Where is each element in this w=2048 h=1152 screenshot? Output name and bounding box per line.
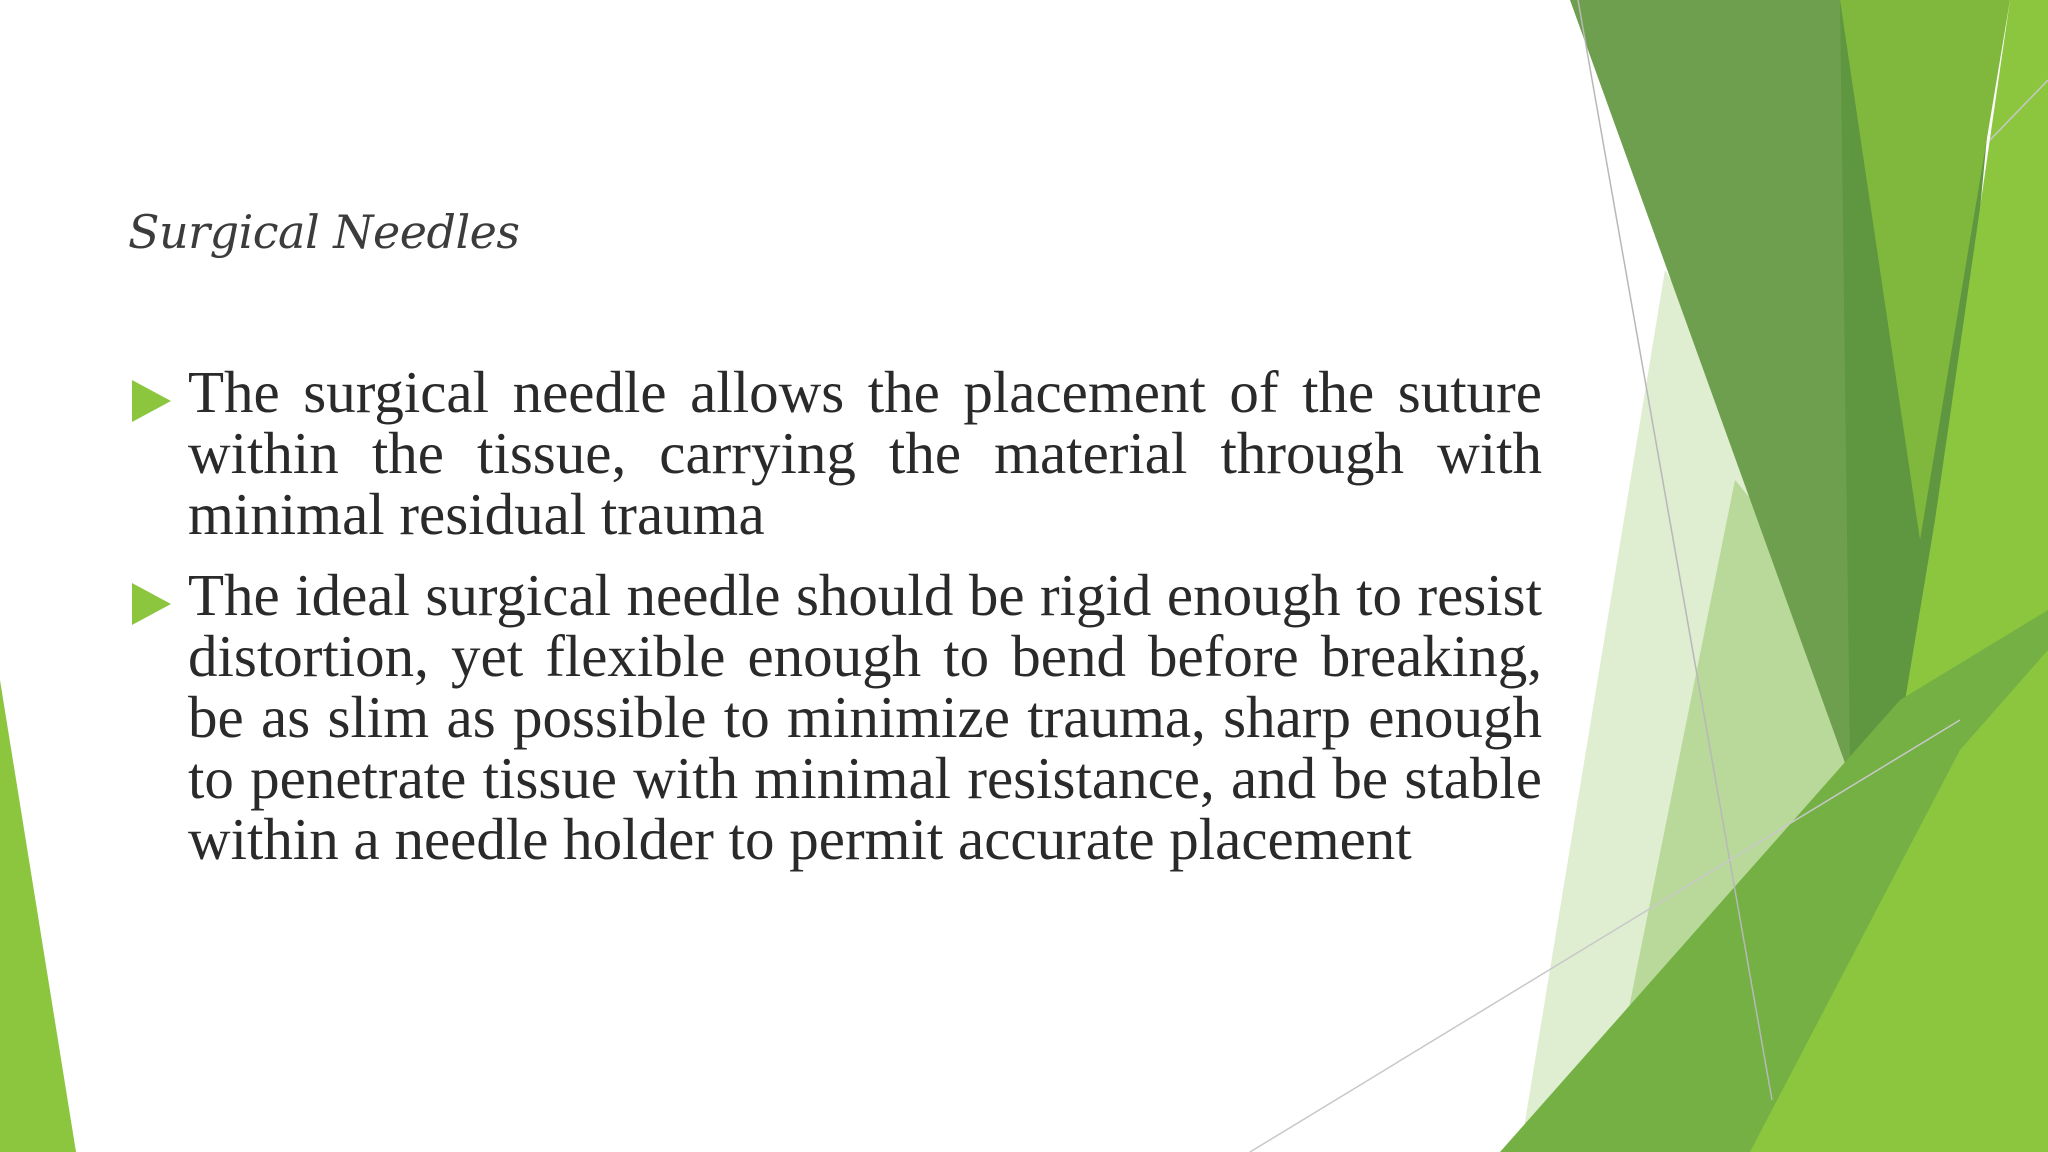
bullet-item <box>132 562 1542 872</box>
bullet-text: The ideal surgical needle should be rigid enough to resist distortion, yet flexible enough to bend before breaking, be as slim as possible to minimize trauma, sharp enough to penetrate tissue with minimal resistance, and be stable within a needle holder to permit accurate placement <box>188 562 1542 872</box>
bullet-item <box>132 359 1542 547</box>
right-triangle-icon <box>132 583 171 625</box>
slide-title: Surgical Needles <box>128 205 520 259</box>
slide-body <box>132 359 1542 890</box>
left-green-sliver <box>0 680 76 1152</box>
right-triangle-icon <box>132 380 171 422</box>
bullet-text: The surgical needle allows the placement of the suture within the tissue, carrying the material through with minimal residual trauma <box>188 359 1542 547</box>
